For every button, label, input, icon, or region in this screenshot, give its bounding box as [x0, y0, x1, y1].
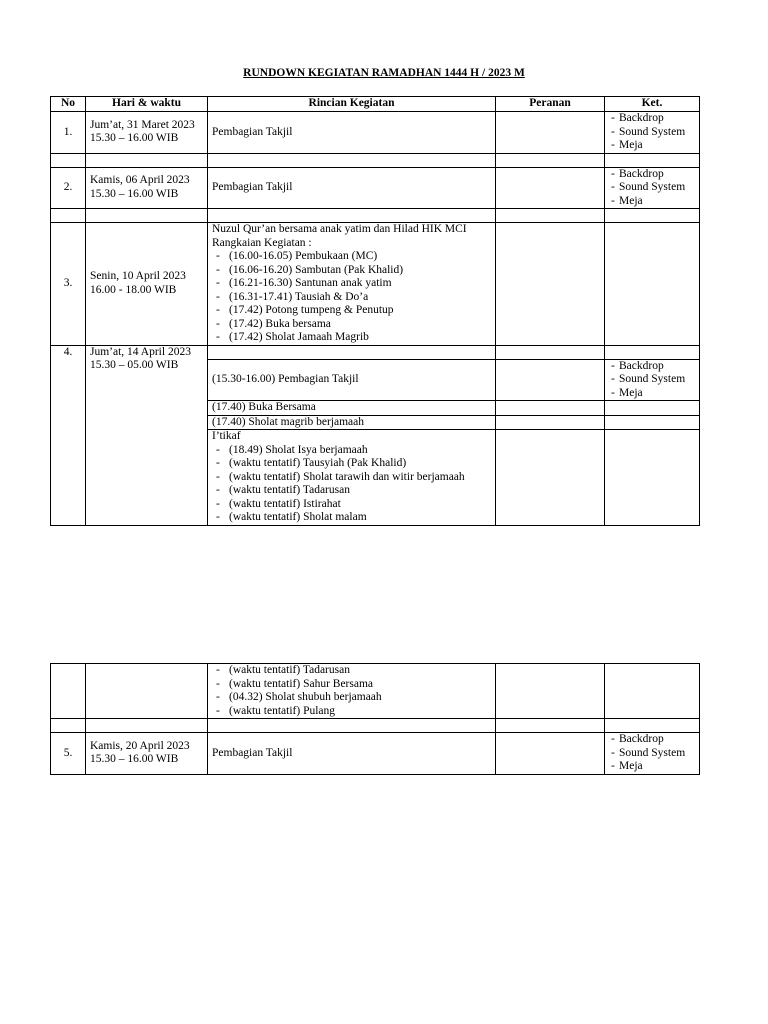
activity-item: - (17.42) Buka bersama [212, 318, 491, 332]
page-title: RUNDOWN KEGIATAN RAMADHAN 1444 H / 2023 M [243, 67, 525, 79]
activity-item: - (waktu tentatif) Sholat malam [212, 511, 491, 525]
row-day-time [86, 345, 208, 525]
row-day-time [86, 112, 208, 154]
row-number: 1. [51, 112, 86, 154]
header-peranan: Peranan [496, 97, 605, 112]
activity-item: - (16.31-17.41) Tausiah & Do’a [212, 291, 491, 305]
row-activity [208, 664, 496, 719]
table-header-row [51, 97, 700, 112]
table-row [51, 167, 700, 209]
spacer-row [51, 719, 700, 733]
row-number: 3. [51, 223, 86, 346]
row-role [496, 415, 605, 430]
activity-item: - (waktu tentatif) Tausyiah (Pak Khalid) [212, 457, 491, 471]
row-day-time [86, 223, 208, 346]
ket-item: - Sound System [609, 747, 695, 761]
row-activity [208, 430, 496, 526]
row-role [496, 112, 605, 154]
ket-item: - Meja [609, 139, 695, 153]
header-no: No [51, 97, 86, 112]
row-role [496, 167, 605, 209]
row-activity: Pembagian Takjil [208, 112, 496, 154]
spacer-row [51, 345, 700, 359]
activity-heading: Nuzul Qur’an bersama anak yatim dan Hilad HIK MCI [212, 223, 467, 235]
activity-item: - (16.21-16.30) Santunan anak yatim [212, 277, 491, 291]
row-notes [605, 167, 700, 209]
row-date: Kamis, 20 April 2023 [90, 739, 190, 752]
row-activity: Pembagian Takjil [208, 733, 496, 775]
row-day-time [86, 733, 208, 775]
activity-item: - (waktu tentatif) Tadarusan [212, 484, 491, 498]
ket-item: - Meja [609, 760, 695, 774]
row-date: Senin, 10 April 2023 [90, 270, 186, 283]
row-time: 15.30 – 16.00 WIB [90, 753, 179, 766]
row-number: 4. [51, 345, 86, 525]
row-notes [605, 112, 700, 154]
row-activity [208, 223, 496, 346]
row-date: Jum’at, 31 Maret 2023 [90, 118, 195, 131]
ket-item: - Backdrop [609, 733, 695, 747]
row-number: 2. [51, 167, 86, 209]
activity-item: - (16.06-16.20) Sambutan (Pak Khalid) [212, 264, 491, 278]
row-number: 5. [51, 733, 86, 775]
activity-item: - (waktu tentatif) Istirahat [212, 498, 491, 512]
row-notes [605, 430, 700, 526]
activity-subheading: Rangkaian Kegiatan : [212, 236, 312, 249]
table-row [51, 733, 700, 775]
table-row [51, 112, 700, 154]
activity-item: - (16.00-16.05) Pembukaan (MC) [212, 250, 491, 264]
ket-item: - Backdrop [609, 360, 695, 374]
table-row [51, 664, 700, 719]
activity-item: - (waktu tentatif) Sholat tarawih dan witir berjamaah [212, 471, 491, 485]
activity-item: - (waktu tentatif) Tadarusan [212, 664, 491, 678]
row-notes [605, 733, 700, 775]
row-time: 15.30 – 16.00 WIB [90, 132, 179, 145]
ket-item: - Meja [609, 387, 695, 401]
row-activity: (15.30-16.00) Pembagian Takjil [208, 359, 496, 401]
ket-item: - Sound System [609, 126, 695, 140]
row-day-time [86, 664, 208, 719]
row-role [496, 359, 605, 401]
header-rincian-kegiatan: Rincian Kegiatan [208, 97, 496, 112]
row-role [496, 223, 605, 346]
row-role [496, 664, 605, 719]
rundown-table [50, 96, 700, 526]
row-activity: (17.40) Sholat magrib berjamaah [208, 415, 496, 430]
ket-item: - Sound System [609, 181, 695, 195]
activity-item: - (18.49) Sholat Isya berjamaah [212, 444, 491, 458]
row-activity: (17.40) Buka Bersama [208, 401, 496, 416]
row-notes [605, 401, 700, 416]
row-notes [605, 415, 700, 430]
spacer-row [51, 153, 700, 167]
header-hari-waktu: Hari & waktu [86, 97, 208, 112]
ket-item: - Meja [609, 195, 695, 209]
rundown-table-continued [50, 663, 700, 775]
row-date: Kamis, 06 April 2023 [90, 174, 190, 187]
row-number [51, 664, 86, 719]
row-role [496, 430, 605, 526]
ket-item: - Backdrop [609, 168, 695, 182]
row-notes [605, 664, 700, 719]
table-row [51, 223, 700, 346]
activity-item: - (17.42) Potong tumpeng & Penutup [212, 304, 491, 318]
row-role [496, 733, 605, 775]
header-ket: Ket. [605, 97, 700, 112]
row-role [496, 401, 605, 416]
row-activity: Pembagian Takjil [208, 167, 496, 209]
row-date: Jum’at, 14 April 2023 [90, 345, 191, 358]
row-notes [605, 223, 700, 346]
ket-item: - Backdrop [609, 112, 695, 126]
spacer-row [51, 209, 700, 223]
row-day-time [86, 167, 208, 209]
activity-item: - (waktu tentatif) Sahur Bersama [212, 678, 491, 692]
row-time: 15.30 – 16.00 WIB [90, 187, 179, 200]
activity-item: - (waktu tentatif) Pulang [212, 705, 491, 719]
row-notes [605, 359, 700, 401]
row-time: 16.00 - 18.00 WIB [90, 283, 177, 296]
activity-item: - (17.42) Sholat Jamaah Magrib [212, 331, 491, 345]
itikaf-heading: I’tikaf [212, 430, 241, 442]
activity-item: - (04.32) Sholat shubuh berjamaah [212, 691, 491, 705]
row-time: 15.30 – 05.00 WIB [90, 359, 179, 371]
ket-item: - Sound System [609, 373, 695, 387]
